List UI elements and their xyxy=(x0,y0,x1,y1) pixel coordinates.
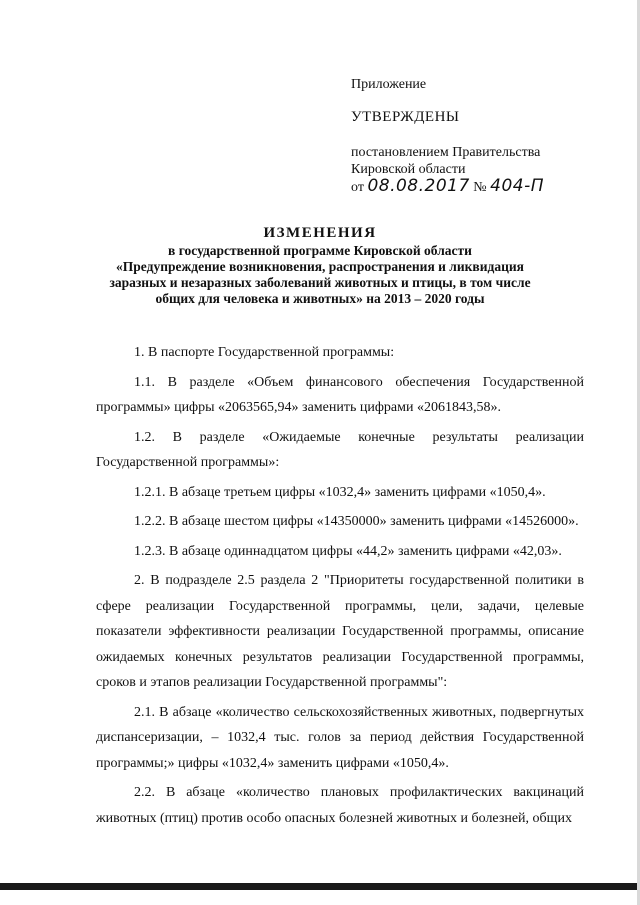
title-line-4: общих для человека и животных» на 2013 – 2020 годы xyxy=(155,291,485,306)
region-line: Кировской области xyxy=(351,162,466,177)
date-number-line xyxy=(351,178,611,196)
approved-label: УТВЕРЖДЕНЫ xyxy=(351,109,460,125)
paragraph: 2.2. В абзаце «количество плановых профилактических вакцинаций животных (птиц) против особо опасных болезней животных и болезней, общих xyxy=(96,785,584,826)
paragraph: 2. В подразделе 2.5 раздела 2 "Приоритеты государственной политики в сфере реализации Государственной программы, цели, задачи, целевые показатели эффективности реализации Государственной программы, описание ожидаемых конечных результатов реализации Государственной программы, сроков и этапов реализации Государственной программы": xyxy=(96,573,584,690)
document-body xyxy=(96,340,584,835)
resolution-line: постановлением Правительства xyxy=(351,145,541,160)
title-main: ИЗМЕНЕНИЯ xyxy=(263,225,377,241)
number-prefix: № xyxy=(473,180,487,195)
title-line-3: заразных и незаразных заболеваний животных и птицы, в том числе xyxy=(109,275,531,290)
paragraph: 1. В паспорте Государственной программы: xyxy=(134,345,395,360)
paragraph: 1.2.1. В абзаце третьем цифры «1032,4» заменить цифрами «1050,4». xyxy=(134,484,546,500)
paragraph: 1.1. В разделе «Объем финансового обеспечения Государственной программы» цифры «2063565,94» заменить цифрами «2061843,58». xyxy=(96,374,584,415)
paragraph: 2.1. В абзаце «количество сельскохозяйственных животных, подвергнутых диспансеризации, – 1032,4 тыс. голов за период действия Государственной программы;» цифры «1032,4» заменить цифрами «1050,4». xyxy=(96,704,584,771)
handwritten-date: 08.08.2017 xyxy=(367,176,470,196)
title-line-1: в государственной программе Кировской области xyxy=(168,243,472,258)
date-prefix: от xyxy=(351,180,364,195)
appendix-label: Приложение xyxy=(351,77,427,92)
document-title xyxy=(60,225,580,307)
handwritten-number: 404-П xyxy=(490,176,545,196)
paragraph: 1.2.2. В абзаце шестом цифры «14350000» заменить цифрами «14526000». xyxy=(134,514,579,529)
scan-bottom-border xyxy=(0,883,640,890)
title-line-2: «Предупреждение возникновения, распространения и ликвидация xyxy=(116,259,524,274)
approval-stamp-block xyxy=(351,76,611,196)
paragraph: 1.2.3. В абзаце одиннадцатом цифры «44,2» заменить цифрами «42,03». xyxy=(134,543,562,559)
paragraph: 1.2. В разделе «Ожидаемые конечные результаты реализации Государственной программы»: xyxy=(96,429,584,470)
